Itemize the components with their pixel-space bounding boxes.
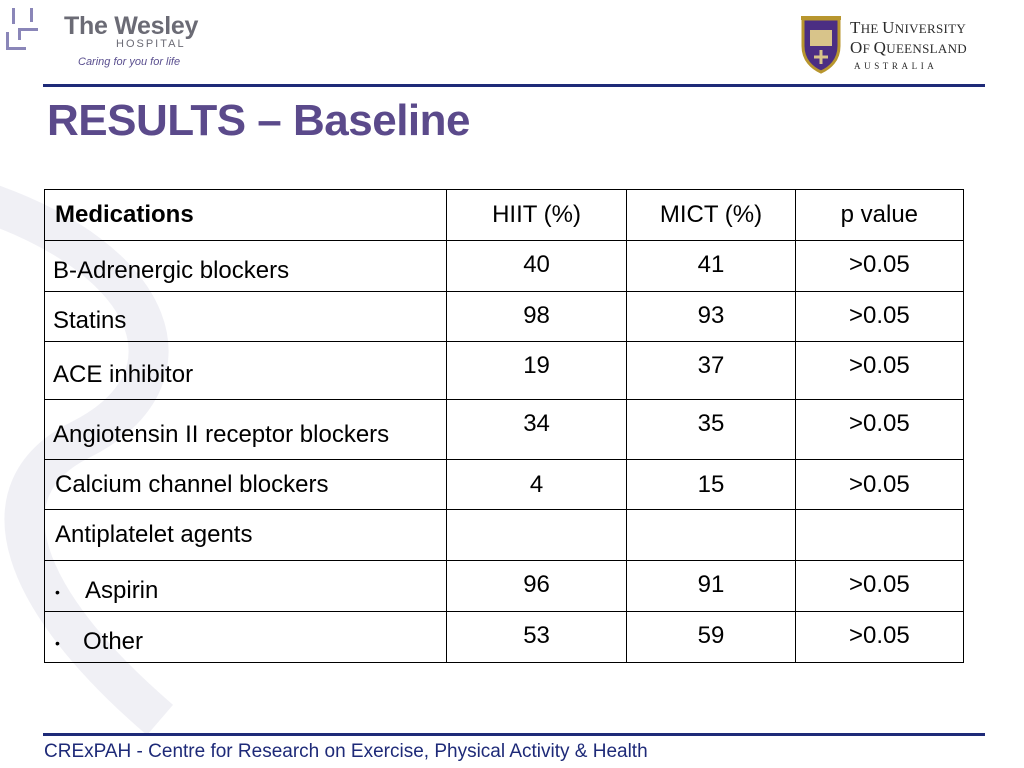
top-rule xyxy=(43,84,985,87)
p-value-cell: >0.05 xyxy=(795,241,963,292)
wesley-name: The Wesley xyxy=(64,12,199,40)
mict-cell xyxy=(627,510,795,561)
mict-cell: 37 xyxy=(627,342,795,400)
table-row xyxy=(45,292,964,342)
table-row xyxy=(45,400,964,460)
slide-title: RESULTS – Baseline xyxy=(47,96,470,145)
row-label: Statins xyxy=(45,292,447,342)
bottom-rule xyxy=(43,733,985,736)
mict-cell: 91 xyxy=(627,561,795,612)
bullet-icon: • xyxy=(55,583,60,600)
uq-line1: THE UNIVERSITY xyxy=(850,18,967,37)
uq-logo xyxy=(800,14,1000,78)
wesley-cross-icon xyxy=(4,6,60,52)
hiit-cell: 96 xyxy=(446,561,627,612)
table-row xyxy=(45,612,964,663)
table-row xyxy=(45,342,964,400)
table-header-row xyxy=(45,190,964,241)
row-label: ACE inhibitor xyxy=(45,342,447,400)
row-label: Calcium channel blockers xyxy=(45,460,447,510)
hiit-cell: 40 xyxy=(446,241,627,292)
table-row xyxy=(45,241,964,292)
table-row xyxy=(45,460,964,510)
hiit-cell: 98 xyxy=(446,292,627,342)
table-row xyxy=(45,510,964,561)
row-label-text: Aspirin xyxy=(85,577,159,604)
hiit-cell: 53 xyxy=(446,612,627,663)
uq-line3: AUSTRALIA xyxy=(854,61,938,71)
p-value-cell xyxy=(795,510,963,561)
uq-crest-icon xyxy=(800,16,842,74)
p-value-cell: >0.05 xyxy=(795,612,963,663)
mict-cell: 59 xyxy=(627,612,795,663)
hiit-cell: 4 xyxy=(446,460,627,510)
mict-cell: 93 xyxy=(627,292,795,342)
row-label: Angiotensin II receptor blockers xyxy=(45,400,447,460)
mict-cell: 35 xyxy=(627,400,795,460)
wesley-tagline: Caring for you for life xyxy=(78,56,181,68)
medications-table xyxy=(44,189,964,663)
header-hiit: HIIT (%) xyxy=(446,190,627,241)
p-value-cell: >0.05 xyxy=(795,292,963,342)
footer-text: CRExPAH - Centre for Research on Exercise, Physical Activity & Health xyxy=(44,741,648,762)
p-value-cell: >0.05 xyxy=(795,561,963,612)
wesley-sub: HOSPITAL xyxy=(116,38,186,50)
mict-cell: 41 xyxy=(627,241,795,292)
row-label xyxy=(45,561,447,612)
row-label xyxy=(45,612,447,663)
uq-line2: OF QUEENSLAND xyxy=(850,38,967,57)
hiit-cell xyxy=(446,510,627,561)
hiit-cell: 19 xyxy=(446,342,627,400)
row-label: Antiplatelet agents xyxy=(45,510,447,561)
table-row xyxy=(45,561,964,612)
p-value-cell: >0.05 xyxy=(795,400,963,460)
header-mict: MICT (%) xyxy=(627,190,795,241)
header-p-value: p value xyxy=(795,190,963,241)
hiit-cell: 34 xyxy=(446,400,627,460)
p-value-cell: >0.05 xyxy=(795,342,963,400)
mict-cell: 15 xyxy=(627,460,795,510)
row-label-text: Other xyxy=(83,628,144,655)
header-medications: Medications xyxy=(45,190,447,241)
wesley-hospital-logo xyxy=(0,0,220,80)
bullet-icon: • xyxy=(55,634,60,651)
row-label: B-Adrenergic blockers xyxy=(45,241,447,292)
p-value-cell: >0.05 xyxy=(795,460,963,510)
